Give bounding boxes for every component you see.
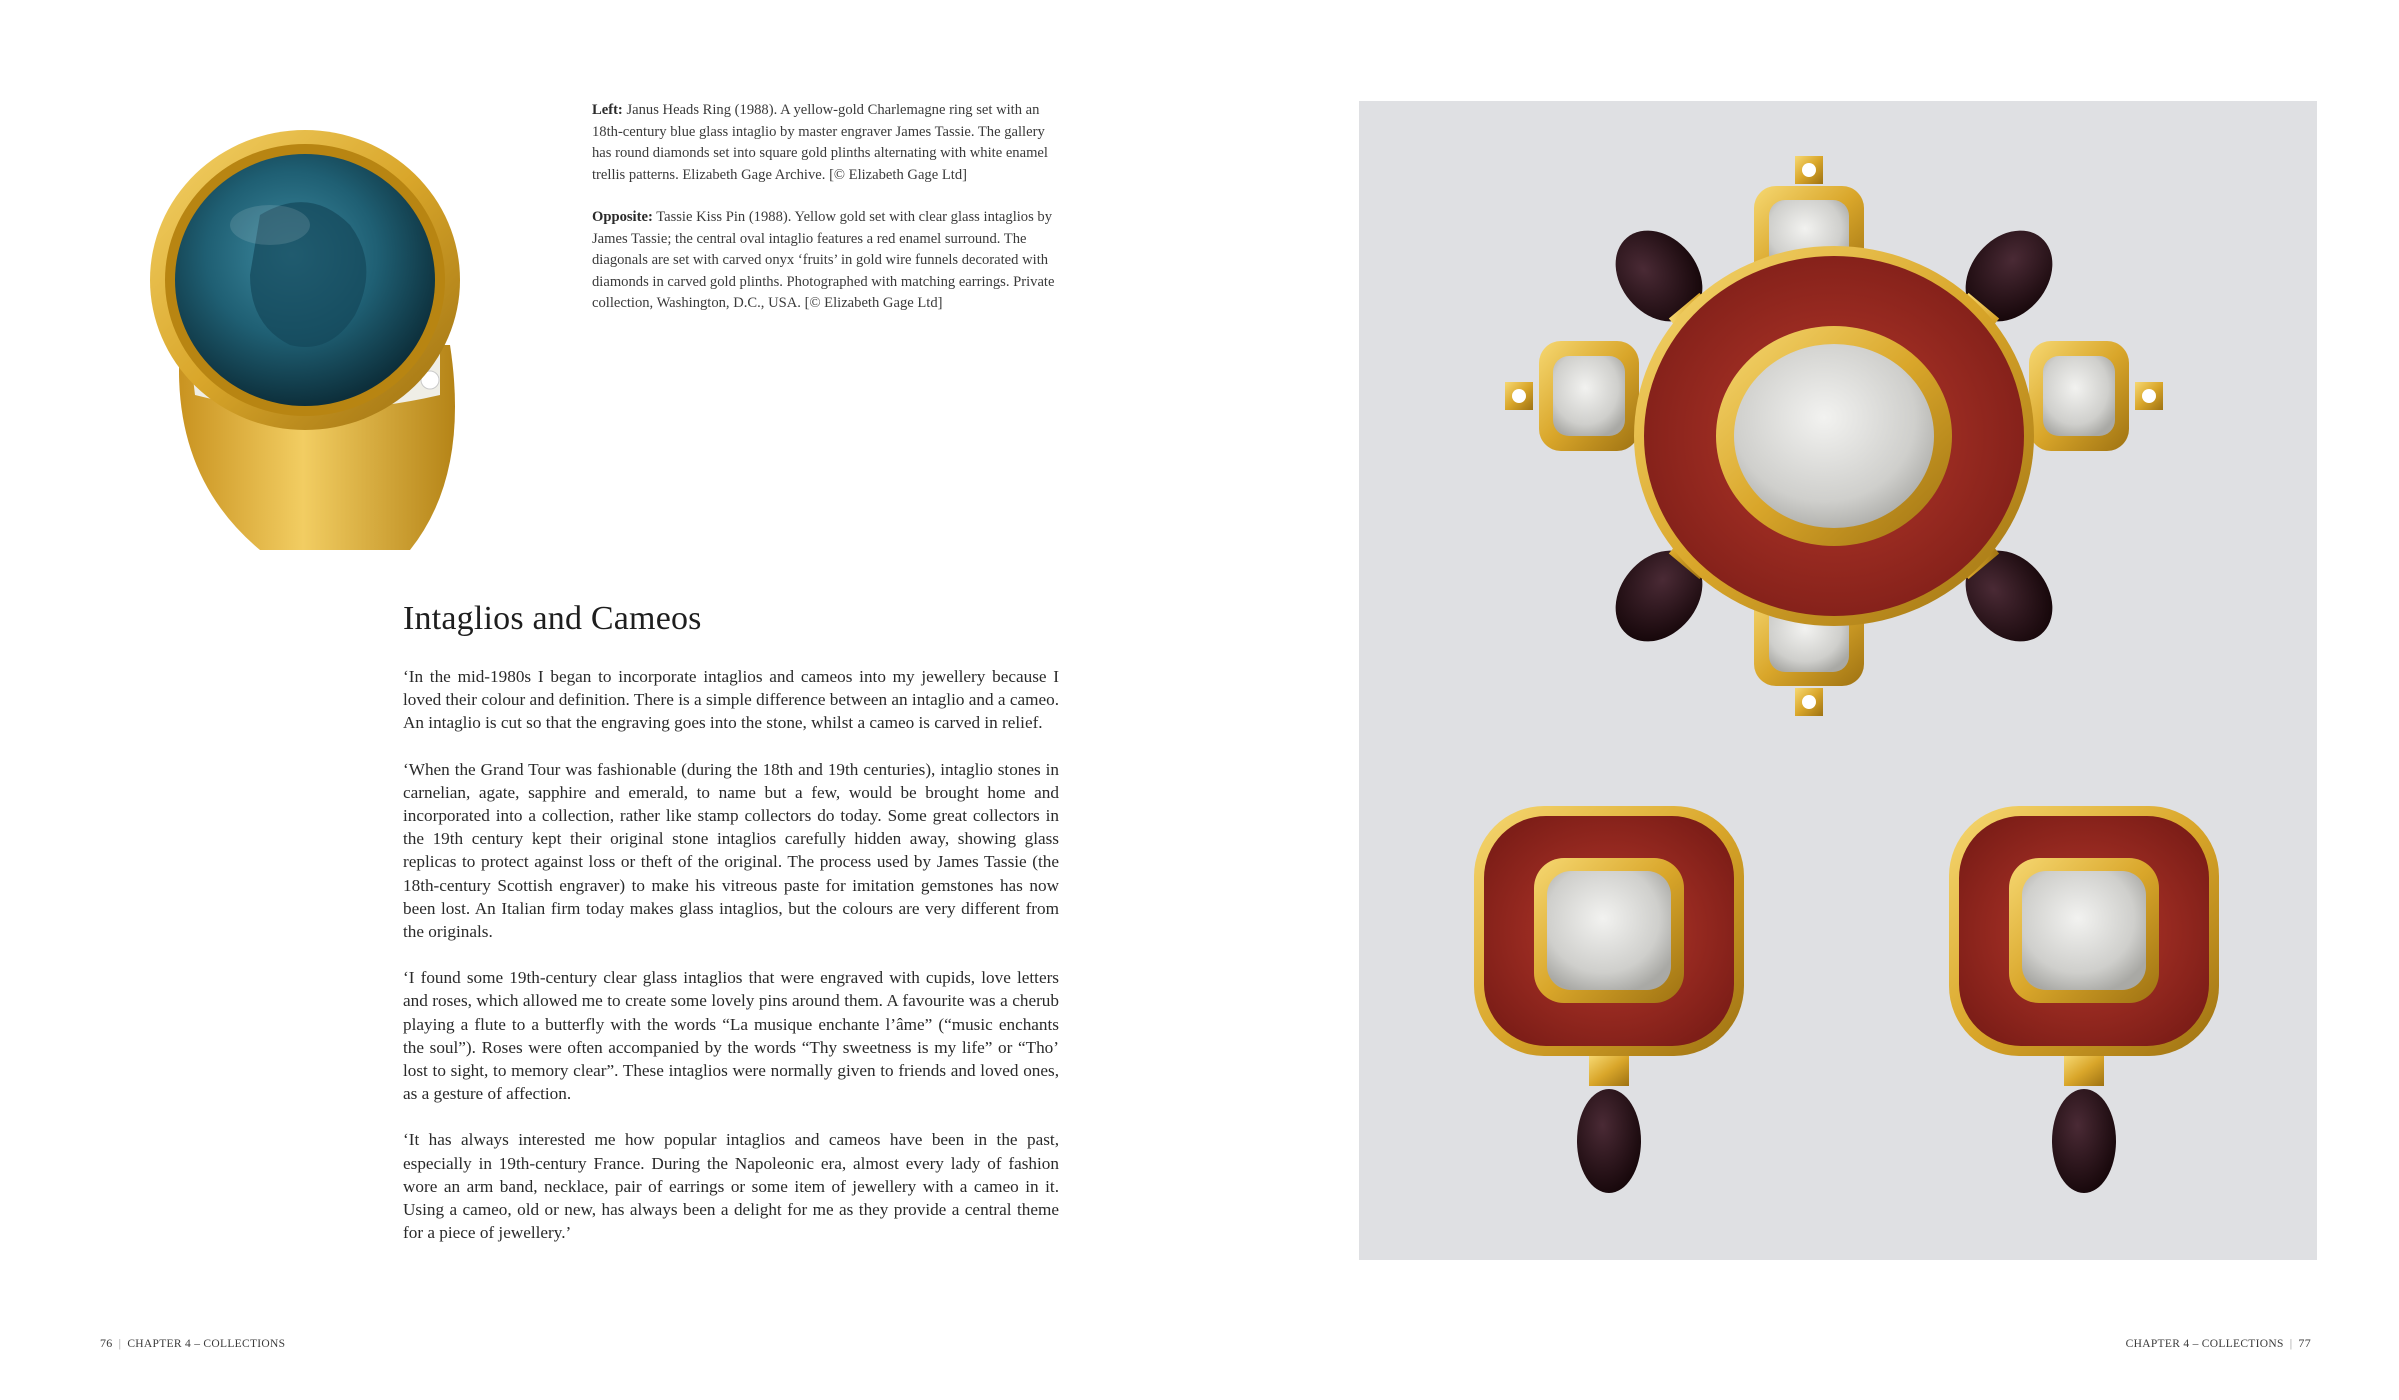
- body-paragraph: ‘It has always interested me how popular intaglios and cameos have been in the past, especially in 19th-century France. During the Napoleonic era, almost every lady of fashion wore an arm band, necklace, pair of earrings or some item of jewellery with a cameo in it. Using a cameo, old or new, has always been a delight for me as they provide a central theme for a piece of jewellery.’: [403, 1130, 1059, 1243]
- caption-opposite-label: Opposite:: [592, 209, 653, 225]
- caption-opposite: [592, 207, 1062, 315]
- section-title: Intaglios and Cameos: [403, 600, 702, 637]
- caption-left: [592, 100, 1062, 186]
- left-page: [0, 0, 1199, 1400]
- caption-left-text: Janus Heads Ring (1988). A yellow-gold Charlemagne ring set with an 18th-century blue glass intaglio by master engraver James Tassie. The gallery has round diamonds set into square gold plinths alternating with white enamel trellis patterns. Elizabeth Gage Archive. [© Elizabeth Gage Ltd]: [592, 102, 1048, 183]
- footer-divider: |: [118, 1336, 122, 1350]
- footer-left: [100, 1336, 285, 1351]
- right-page: [1200, 0, 2399, 1400]
- body-paragraph: ‘When the Grand Tour was fashionable (during the 18th and 19th centuries), intaglio stones in carnelian, agate, sapphire and emerald, to name but a few, would be brought home and incorporated into a collection, rather like stamp collectors do today. Some great collectors in the 19th century kept their original stone intaglios carefully hidden away, showing glass replicas to protect against loss or theft of the original. The process used by James Tassie (the 18th-century Scottish engraver) to make his vitreous paste for imitation gemstones has now been lost. An Italian firm today makes glass intaglios, but the colours are very different from the originals.: [403, 759, 1059, 942]
- body-paragraph: ‘In the mid-1980s I began to incorporate intaglios and cameos into my jewellery because I loved their colour and definition. There is a simple difference between an intaglio and a cameo. An intaglio is cut so that the engraving goes into the stone, whilst a cameo is carved in relief.: [403, 667, 1059, 733]
- footer-right: [2126, 1336, 2311, 1351]
- chapter-label-left: CHAPTER 4 – COLLECTIONS: [127, 1338, 286, 1350]
- janus-heads-ring-photo: [110, 95, 490, 565]
- body-paragraph: ‘I found some 19th-century clear glass intaglios that were engraved with cupids, love letters and roses, which allowed me to create some lovely pins around them. A favourite was a cherub playing a flute to a butterfly with the words “La musique enchante l’âme” (“music enchants the soul”). Roses were often accompanied by the words “Thy sweetness is my life” or “Tho’ lost to sight, to memory clear”. These intaglios were normally given to friends and loved ones, as a gesture of affection.: [403, 968, 1059, 1104]
- caption-opposite-text: Tassie Kiss Pin (1988). Yellow gold set with clear glass intaglios by James Tassie; the central oval intaglio features a red enamel surround. The diagonals are set with carved onyx ‘fruits’ in gold wire funnels decorated with diamonds in carved gold plinths. Photographed with matching earrings. Private collection, Washington, D.C., USA. [© Elizabeth Gage Ltd]: [592, 209, 1055, 311]
- footer-divider: |: [2289, 1336, 2293, 1350]
- body-text: [403, 665, 1059, 1267]
- tassie-kiss-pin-photo: [1359, 101, 2317, 1260]
- chapter-label-right: CHAPTER 4 – COLLECTIONS: [2125, 1338, 2284, 1350]
- caption-left-label: Left:: [592, 102, 623, 118]
- image-captions: [592, 100, 1062, 336]
- page-number-left: 76: [100, 1336, 113, 1350]
- page-number-right: 77: [2298, 1336, 2311, 1350]
